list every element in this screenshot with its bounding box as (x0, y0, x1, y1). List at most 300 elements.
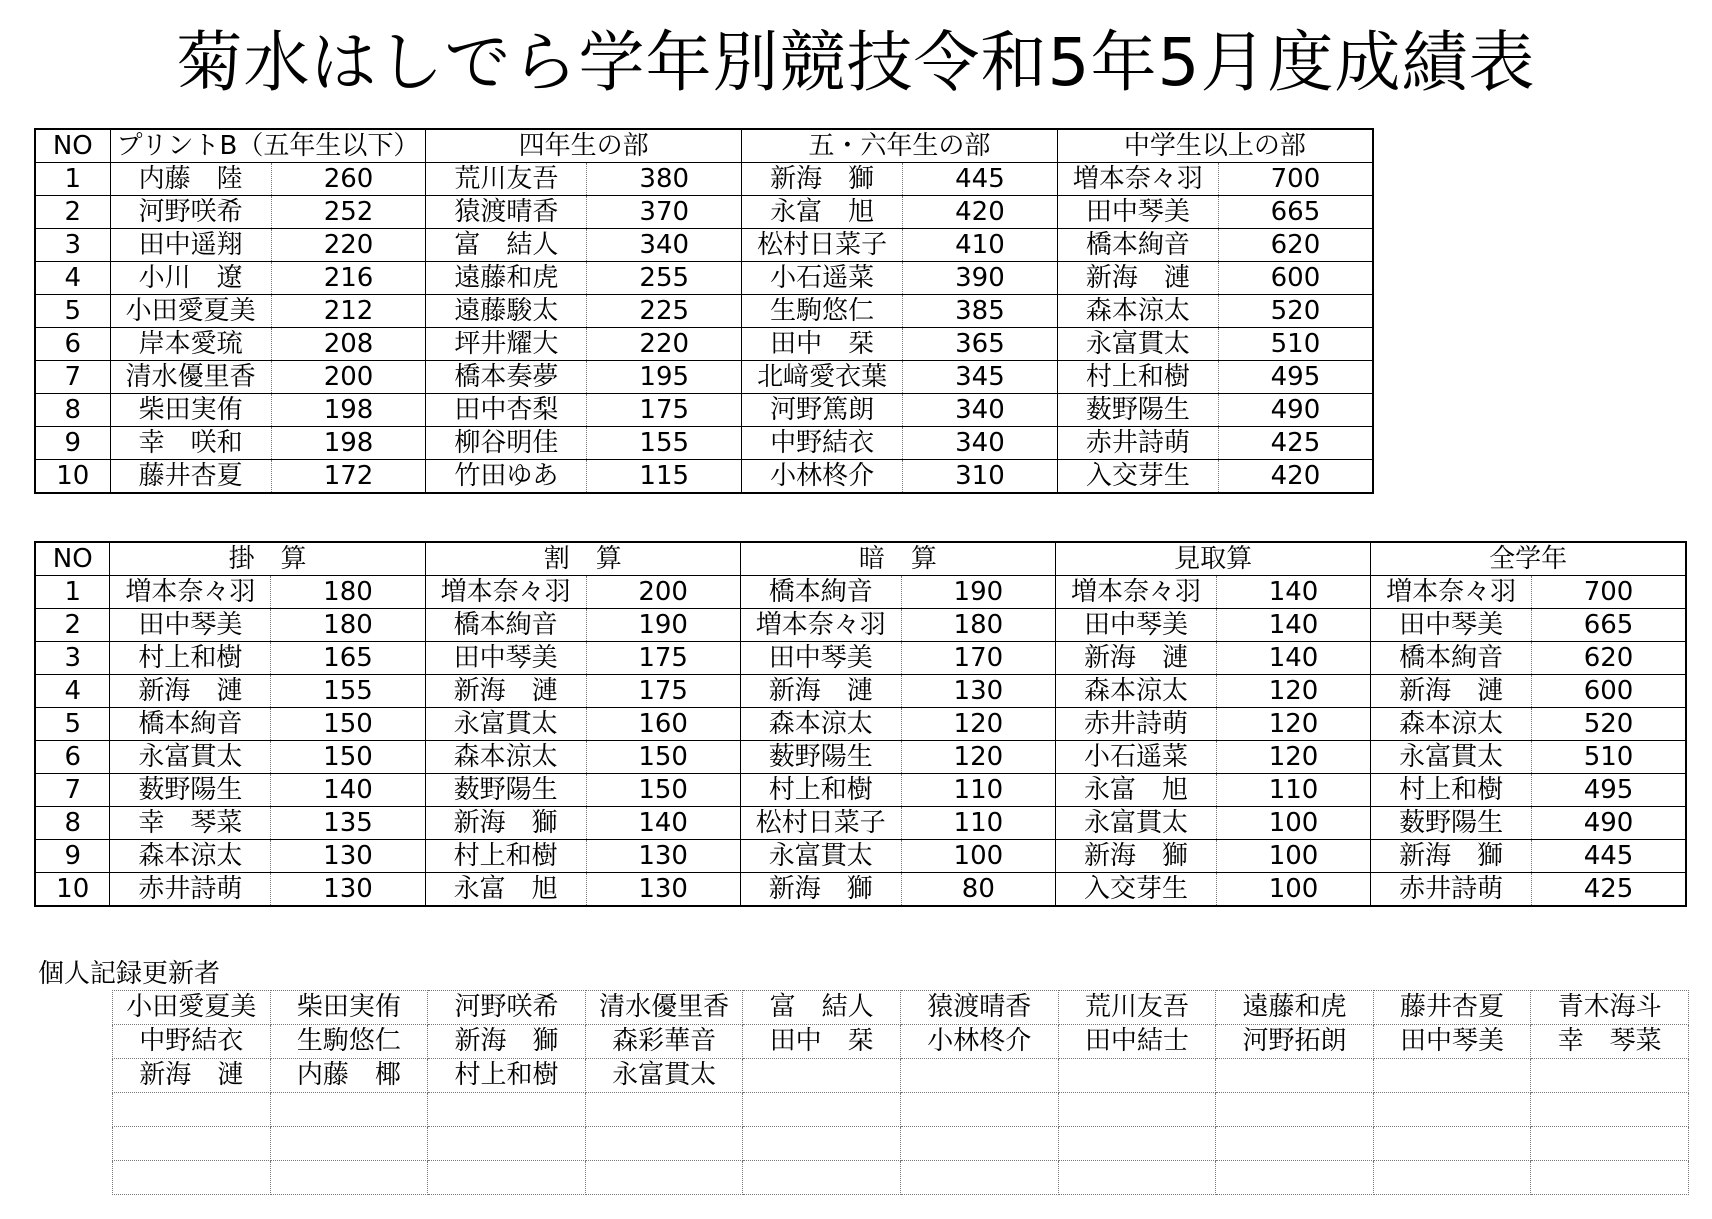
record-holder-cell: 田中 栞 (743, 1025, 901, 1059)
table-row (35, 328, 1373, 361)
record-holder-cell (1058, 1093, 1216, 1127)
table-row (35, 675, 1686, 708)
records-row (113, 1127, 1689, 1161)
score: 495 (1218, 361, 1373, 394)
student-name: 小石遥菜 (742, 262, 903, 295)
student-name: 富 結人 (426, 229, 587, 262)
score: 220 (271, 229, 426, 262)
score: 190 (586, 609, 740, 642)
record-holder-cell (1373, 1127, 1531, 1161)
student-name: 河野咲希 (110, 196, 271, 229)
student-name: 薮野陽生 (1371, 807, 1532, 840)
record-holder-cell: 小田愛夏美 (113, 991, 271, 1025)
student-name: 橋本絢音 (1371, 642, 1532, 675)
score: 160 (586, 708, 740, 741)
score: 600 (1532, 675, 1686, 708)
record-holder-cell (270, 1093, 428, 1127)
student-name: 入交芽生 (1057, 460, 1218, 494)
score: 445 (1532, 840, 1686, 873)
record-holder-cell (270, 1161, 428, 1195)
rank-number: 8 (35, 807, 110, 840)
score: 155 (587, 427, 742, 460)
column-header: 四年生の部 (426, 129, 742, 163)
score: 510 (1532, 741, 1686, 774)
student-name: 新海 獅 (1056, 840, 1217, 873)
table-row (35, 642, 1686, 675)
student-name: 永富貫太 (425, 708, 586, 741)
student-name: 生駒悠仁 (742, 295, 903, 328)
record-holder-cell: 森彩華音 (585, 1025, 743, 1059)
student-name: 小川 遼 (110, 262, 271, 295)
header-row (35, 542, 1686, 576)
student-name: 橋本絢音 (425, 609, 586, 642)
score: 130 (901, 675, 1055, 708)
rank-number: 9 (35, 840, 110, 873)
student-name: 永富 旭 (1056, 774, 1217, 807)
record-holder-cell: 青木海斗 (1531, 991, 1689, 1025)
score: 175 (587, 394, 742, 427)
score: 200 (271, 361, 426, 394)
score: 198 (271, 394, 426, 427)
record-holder-cell: 村上和樹 (428, 1059, 586, 1093)
record-holder-cell (743, 1127, 901, 1161)
table-row (35, 460, 1373, 494)
table-row (35, 295, 1373, 328)
student-name: 橋本絢音 (1057, 229, 1218, 262)
record-holder-cell (900, 1161, 1058, 1195)
student-name: 赤井詩萌 (110, 873, 271, 907)
record-holder-cell (113, 1127, 271, 1161)
student-name: 河野篤朗 (742, 394, 903, 427)
student-name: 新海 漣 (1056, 642, 1217, 675)
record-holder-cell (1216, 1127, 1374, 1161)
student-name: 森本涼太 (425, 741, 586, 774)
student-name: 田中琴美 (740, 642, 901, 675)
score: 252 (271, 196, 426, 229)
student-name: 松村日菜子 (740, 807, 901, 840)
record-holder-cell: 内藤 椰 (270, 1059, 428, 1093)
table-row (35, 262, 1373, 295)
table-row (35, 576, 1686, 609)
score: 135 (271, 807, 425, 840)
score: 195 (587, 361, 742, 394)
score: 140 (271, 774, 425, 807)
score: 340 (587, 229, 742, 262)
header-row (35, 129, 1373, 163)
table-row (35, 394, 1373, 427)
score: 120 (1216, 675, 1370, 708)
student-name: 新海 漣 (1371, 675, 1532, 708)
student-name: 永富貫太 (1056, 807, 1217, 840)
table-row (35, 427, 1373, 460)
table-row (35, 774, 1686, 807)
record-holder-cell: 中野結衣 (113, 1025, 271, 1059)
score: 120 (1216, 741, 1370, 774)
record-holder-cell: 河野咲希 (428, 991, 586, 1025)
score: 140 (1216, 609, 1370, 642)
record-holder-cell: 幸 琴菜 (1531, 1025, 1689, 1059)
student-name: 田中 栞 (742, 328, 903, 361)
student-name: 入交芽生 (1056, 873, 1217, 907)
table-row (35, 873, 1686, 907)
record-holder-cell (113, 1093, 271, 1127)
student-name: 村上和樹 (110, 642, 271, 675)
student-name: 増本奈々羽 (740, 609, 901, 642)
score: 600 (1218, 262, 1373, 295)
score: 520 (1218, 295, 1373, 328)
student-name: 村上和樹 (1057, 361, 1218, 394)
student-name: 薮野陽生 (110, 774, 271, 807)
score: 170 (901, 642, 1055, 675)
student-name: 橋本奏夢 (426, 361, 587, 394)
student-name: 永富貫太 (110, 741, 271, 774)
rank-number: 6 (35, 741, 110, 774)
score: 665 (1532, 609, 1686, 642)
score: 115 (587, 460, 742, 494)
score: 198 (271, 427, 426, 460)
score: 100 (1216, 807, 1370, 840)
student-name: 北﨑愛衣葉 (742, 361, 903, 394)
score: 425 (1583, 874, 1634, 904)
score: 700 (1218, 163, 1373, 196)
score: 155 (271, 675, 425, 708)
student-name: 赤井詩萌 (1057, 427, 1218, 460)
student-name: 松村日菜子 (742, 229, 903, 262)
score: 260 (271, 163, 426, 196)
student-name: 遠藤和虎 (426, 262, 587, 295)
student-name: 柴田実侑 (110, 394, 271, 427)
score: 510 (1218, 328, 1373, 361)
score: 150 (586, 741, 740, 774)
student-name: 新海 漣 (740, 675, 901, 708)
score: 150 (586, 774, 740, 807)
record-holder-cell (1531, 1093, 1689, 1127)
record-holder-cell (1216, 1093, 1374, 1127)
column-header: プリントB（五年生以下） (110, 129, 426, 163)
student-name: 村上和樹 (425, 840, 586, 873)
record-holder-cell: 生駒悠仁 (270, 1025, 428, 1059)
score: 120 (1216, 708, 1370, 741)
score: 110 (901, 807, 1055, 840)
student-name: 坪井耀大 (426, 328, 587, 361)
rank-number: 7 (35, 361, 110, 394)
personal-records-table (112, 990, 1689, 1195)
records-label: 個人記録更新者 (38, 959, 221, 989)
score: 130 (586, 840, 740, 873)
student-name: 森本涼太 (1056, 675, 1217, 708)
student-name: 岸本愛琉 (110, 328, 271, 361)
record-holder-cell (1216, 1059, 1374, 1093)
student-name: 田中杏梨 (426, 394, 587, 427)
record-holder-cell (270, 1127, 428, 1161)
score: 365 (903, 328, 1058, 361)
rank-number: 4 (35, 675, 110, 708)
rank-number: 6 (35, 328, 110, 361)
no-header: NO (35, 129, 110, 163)
student-name: 永富 旭 (742, 196, 903, 229)
table-row (35, 196, 1373, 229)
student-name: 増本奈々羽 (110, 576, 271, 609)
column-header: 暗 算 (740, 542, 1055, 576)
student-name: 田中琴美 (110, 609, 271, 642)
score: 180 (271, 609, 425, 642)
table-row (35, 229, 1373, 262)
score: 180 (271, 576, 425, 609)
score: 410 (903, 229, 1058, 262)
student-name: 森本涼太 (740, 708, 901, 741)
student-name: 新海 漣 (1057, 262, 1218, 295)
student-name: 森本涼太 (1371, 708, 1532, 741)
student-name: 田中琴美 (1056, 609, 1217, 642)
record-holder-cell: 新海 獅 (428, 1025, 586, 1059)
score: 425 (1218, 427, 1373, 460)
score: 700 (1532, 576, 1686, 609)
student-name: 新海 獅 (425, 807, 586, 840)
student-name: 小田愛夏美 (110, 295, 271, 328)
record-holder-cell (1058, 1127, 1216, 1161)
student-name: 永富貫太 (1057, 328, 1218, 361)
record-holder-cell (900, 1059, 1058, 1093)
score: 345 (903, 361, 1058, 394)
student-name: 幸 咲和 (110, 427, 271, 460)
score: 490 (1532, 807, 1686, 840)
score: 130 (271, 840, 425, 873)
score: 255 (587, 262, 742, 295)
score: 340 (903, 427, 1058, 460)
table-row (35, 163, 1373, 196)
student-name: 田中琴美 (1371, 609, 1532, 642)
score: 100 (901, 840, 1055, 873)
score: 165 (271, 642, 425, 675)
record-holder-cell (585, 1161, 743, 1195)
student-name: 新海 獅 (1371, 840, 1532, 873)
student-name: 遠藤駿太 (426, 295, 587, 328)
student-name: 増本奈々羽 (1371, 576, 1532, 609)
score: 340 (903, 394, 1058, 427)
score: 208 (271, 328, 426, 361)
column-header: 中学生以上の部 (1057, 129, 1373, 163)
rank-number: 10 (35, 873, 110, 907)
score: 220 (587, 328, 742, 361)
score: 130 (271, 873, 425, 907)
table-row (35, 708, 1686, 741)
score: 175 (586, 642, 740, 675)
table-row (35, 840, 1686, 873)
record-holder-cell (900, 1127, 1058, 1161)
records-row (113, 991, 1689, 1025)
column-header: 五・六年生の部 (742, 129, 1058, 163)
column-header: 見取算 (1056, 542, 1371, 576)
record-holder-cell (113, 1161, 271, 1195)
student-name: 薮野陽生 (1057, 394, 1218, 427)
records-row (113, 1059, 1689, 1093)
record-holder-cell: 荒川友吾 (1058, 991, 1216, 1025)
rank-number: 3 (35, 229, 110, 262)
student-name: 藤井杏夏 (110, 460, 271, 494)
record-holder-cell: 藤井杏夏 (1373, 991, 1531, 1025)
record-holder-cell (1531, 1161, 1689, 1195)
rank-number: 5 (35, 295, 110, 328)
record-holder-cell (1531, 1059, 1689, 1093)
record-holder-cell: 田中結士 (1058, 1025, 1216, 1059)
rank-number: 7 (35, 774, 110, 807)
score: 190 (901, 576, 1055, 609)
record-holder-cell: 柴田実侑 (270, 991, 428, 1025)
student-name: 森本涼太 (110, 840, 271, 873)
student-name: 薮野陽生 (425, 774, 586, 807)
student-name: 田中遥翔 (110, 229, 271, 262)
score: 520 (1532, 708, 1686, 741)
student-name: 橋本絢音 (740, 576, 901, 609)
student-name: 幸 琴菜 (110, 807, 271, 840)
student-name: 清水優里香 (110, 361, 271, 394)
table-row (35, 361, 1373, 394)
score: 385 (903, 295, 1058, 328)
top-ranking-table (34, 128, 1374, 494)
student-name: 猿渡晴香 (426, 196, 587, 229)
page-title: 菊水はしでら学年別競技令和5年5月度成績表 (176, 24, 1536, 101)
score: 310 (903, 460, 1058, 494)
score: 110 (901, 774, 1055, 807)
score: 216 (271, 262, 426, 295)
rank-number: 9 (35, 427, 110, 460)
table-row (35, 741, 1686, 774)
record-holder-cell: 河野拓朗 (1216, 1025, 1374, 1059)
student-name: 田中琴美 (425, 642, 586, 675)
score: 140 (1216, 642, 1370, 675)
record-holder-cell (428, 1093, 586, 1127)
student-name: 田中琴美 (1057, 196, 1218, 229)
student-name: 内藤 陸 (110, 163, 271, 196)
subject-ranking-table (34, 541, 1687, 907)
record-holder-cell (743, 1093, 901, 1127)
score: 620 (1218, 229, 1373, 262)
student-name: 永富貫太 (740, 840, 901, 873)
record-holder-cell (1373, 1161, 1531, 1195)
student-name: 柳谷明佳 (426, 427, 587, 460)
score: 380 (587, 163, 742, 196)
student-name: 新海 獅 (740, 873, 901, 907)
student-name: 新海 漣 (425, 675, 586, 708)
rank-number: 2 (35, 196, 110, 229)
score: 110 (1216, 774, 1370, 807)
rank-number: 1 (35, 576, 110, 609)
record-holder-cell (900, 1093, 1058, 1127)
score: 80 (901, 873, 1055, 907)
record-holder-cell (428, 1161, 586, 1195)
column-header: 掛 算 (110, 542, 425, 576)
rank-number: 10 (35, 460, 110, 494)
record-holder-cell (1216, 1161, 1374, 1195)
score: 120 (901, 741, 1055, 774)
student-name: 赤井詩萌 (1371, 873, 1532, 907)
record-holder-cell (585, 1093, 743, 1127)
student-name: 増本奈々羽 (1057, 163, 1218, 196)
student-name: 森本涼太 (1057, 295, 1218, 328)
record-holder-cell (743, 1059, 901, 1093)
score: 665 (1218, 196, 1373, 229)
records-row (113, 1093, 1689, 1127)
record-holder-cell: 田中琴美 (1373, 1025, 1531, 1059)
score: 150 (271, 741, 425, 774)
rank-number: 2 (35, 609, 110, 642)
record-holder-cell (1373, 1059, 1531, 1093)
column-header: 全学年 (1371, 542, 1686, 576)
student-name: 村上和樹 (740, 774, 901, 807)
record-holder-cell: 新海 漣 (113, 1059, 271, 1093)
score: 420 (1270, 461, 1321, 491)
student-name: 赤井詩萌 (1056, 708, 1217, 741)
score: 490 (1218, 394, 1373, 427)
student-name: 新海 獅 (742, 163, 903, 196)
score: 150 (271, 708, 425, 741)
no-header: NO (35, 542, 110, 576)
score: 370 (587, 196, 742, 229)
score: 100 (1216, 840, 1370, 873)
student-name: 薮野陽生 (740, 741, 901, 774)
record-holder-cell (1373, 1093, 1531, 1127)
score: 100 (1216, 873, 1370, 907)
record-holder-cell (585, 1127, 743, 1161)
score: 140 (1216, 576, 1370, 609)
rank-number: 5 (35, 708, 110, 741)
student-name: 荒川友吾 (426, 163, 587, 196)
score: 200 (586, 576, 740, 609)
student-name: 永富貫太 (1371, 741, 1532, 774)
record-holder-cell (743, 1161, 901, 1195)
records-row (113, 1025, 1689, 1059)
score: 172 (271, 460, 426, 494)
rank-number: 1 (35, 163, 110, 196)
score: 212 (271, 295, 426, 328)
student-name: 竹田ゆあ (426, 460, 587, 494)
column-header: 割 算 (425, 542, 740, 576)
score: 495 (1532, 774, 1686, 807)
rank-number: 4 (35, 262, 110, 295)
record-holder-cell (1058, 1059, 1216, 1093)
score: 130 (586, 873, 740, 907)
student-name: 小林柊介 (742, 460, 903, 494)
score: 140 (586, 807, 740, 840)
score: 175 (586, 675, 740, 708)
rank-number: 8 (35, 394, 110, 427)
student-name: 増本奈々羽 (425, 576, 586, 609)
record-holder-cell: 永富貫太 (585, 1059, 743, 1093)
student-name: 新海 漣 (110, 675, 271, 708)
student-name: 増本奈々羽 (1056, 576, 1217, 609)
student-name: 村上和樹 (1371, 774, 1532, 807)
record-holder-cell (1058, 1161, 1216, 1195)
record-holder-cell: 清水優里香 (585, 991, 743, 1025)
record-holder-cell: 遠藤和虎 (1216, 991, 1374, 1025)
record-holder-cell: 猿渡晴香 (900, 991, 1058, 1025)
rank-number: 3 (35, 642, 110, 675)
record-holder-cell (1531, 1127, 1689, 1161)
score: 225 (587, 295, 742, 328)
score: 180 (901, 609, 1055, 642)
record-holder-cell: 小林柊介 (900, 1025, 1058, 1059)
student-name: 永富 旭 (425, 873, 586, 907)
score: 390 (903, 262, 1058, 295)
student-name: 小石遥菜 (1056, 741, 1217, 774)
table-row (35, 807, 1686, 840)
records-row (113, 1161, 1689, 1195)
student-name: 橋本絢音 (110, 708, 271, 741)
score: 445 (903, 163, 1058, 196)
student-name: 中野結衣 (742, 427, 903, 460)
score: 420 (903, 196, 1058, 229)
record-holder-cell: 富 結人 (743, 991, 901, 1025)
